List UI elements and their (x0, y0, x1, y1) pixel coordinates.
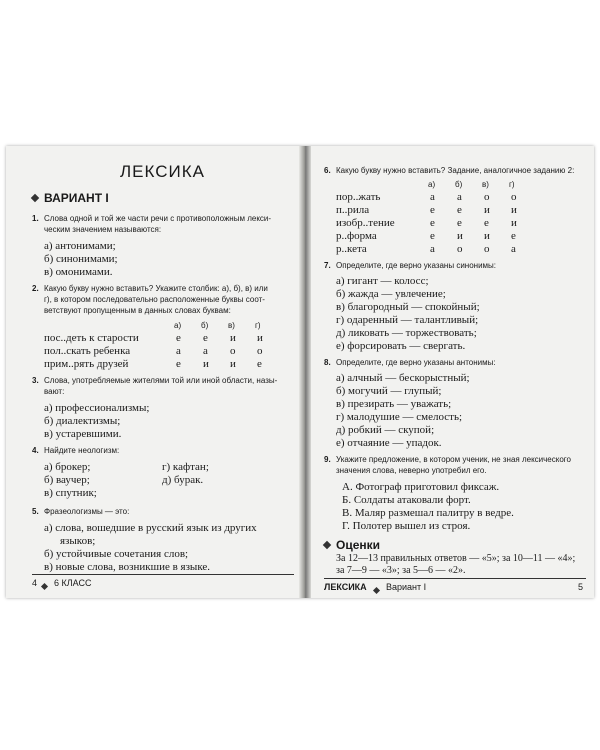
q4-number: 4. (32, 446, 39, 455)
q6-row1-d: о (511, 191, 517, 203)
q6-row4-b: и (457, 230, 463, 242)
diamond-icon (31, 194, 39, 202)
q8-option-d: г) малодушие — смелость; (336, 411, 463, 423)
footer-class: 6 КЛАСС (54, 578, 92, 588)
q4-option-c: в) спутник; (44, 487, 97, 499)
q8-text: Определите, где верно указаны антонимы: (336, 358, 496, 367)
q6-row2-c: и (484, 204, 490, 216)
q4-option-d: г) кафтан; (162, 461, 209, 473)
q8-option-e: д) робкий — скупой; (336, 424, 435, 436)
footer-variant: Вариант I (386, 582, 427, 592)
q6-number: 6. (324, 166, 331, 175)
q6-col-b: б) (455, 180, 463, 189)
q2-row1-word: пос..деть к старости (44, 332, 139, 344)
q6-row1-a: а (430, 191, 435, 203)
q6-row5-word: р..кета (336, 243, 367, 255)
q3-option-c: в) устаревшими. (44, 428, 122, 440)
q6-row3-a: е (430, 217, 435, 229)
q2-row1-d: и (257, 332, 263, 344)
q3-number: 3. (32, 376, 39, 385)
q2-row3-a: е (176, 358, 181, 370)
footer-page-number: 5 (578, 582, 584, 592)
footer-rule (324, 578, 586, 579)
q2-row3-d: е (257, 358, 262, 370)
q1-number: 1. (32, 214, 39, 223)
q6-text: Какую букву нужно вставить? Задание, аналогичное заданию 2: (336, 166, 575, 175)
q6-row5-a: а (430, 243, 435, 255)
q6-row3-word: изобр..тение (336, 217, 395, 229)
q6-row5-d: а (511, 243, 516, 255)
q6-row5-b: о (457, 243, 463, 255)
q2-row3-word: прим..рять друзей (44, 358, 129, 370)
q4-option-a: а) брокер; (44, 461, 91, 473)
q7-option-e: д) ликовать — торжествовать; (336, 327, 477, 339)
q2-row1-c: и (230, 332, 236, 344)
q9-number: 9. (324, 455, 331, 464)
q7-text: Определите, где верно указаны синонимы: (336, 261, 497, 270)
q8-option-b: б) могучий — глупый; (336, 385, 442, 397)
grades-line1: За 12—13 правильных ответов — «5»; за 10—11 — «4»; (336, 553, 576, 564)
diamond-icon (323, 541, 331, 549)
q2-row1-b: е (203, 332, 208, 344)
variant-heading (32, 191, 109, 205)
q5-option-a-cont: языков; (60, 535, 96, 547)
q1-text-line2: ческим значением называются: (44, 225, 162, 234)
q2-row1-a: е (176, 332, 181, 344)
q2-col-c: в) (228, 321, 235, 330)
q9-option-c: В. Маляр размешал палитру в ведре. (342, 507, 514, 519)
q6-row1-b: а (457, 191, 462, 203)
q6-row3-b: е (457, 217, 462, 229)
q6-row3-d: и (511, 217, 517, 229)
q2-text-line2: г), в котором последовательно расположенные буквы соот- (44, 295, 265, 304)
grades-heading-label: Оценки (336, 538, 381, 552)
q9-option-d: Г. Полотер вышел из строя. (342, 520, 471, 532)
q8-number: 8. (324, 358, 331, 367)
q3-text-line1: Слова, употребляемые жителями той или иной области, назы- (44, 376, 278, 385)
q1-option-a: а) антонимами; (44, 240, 116, 252)
q2-col-d: г) (255, 321, 261, 330)
footer-rule (32, 574, 294, 575)
q2-row2-word: пол..скать ребенка (44, 345, 131, 357)
footer-section: ЛЕКСИКА (324, 582, 367, 592)
q2-row3-b: и (203, 358, 209, 370)
q6-col-a: а) (428, 180, 436, 189)
q5-option-c: в) новые слова, возникшие в языке. (44, 561, 211, 573)
q9-text-line2: значения слова, неверно употребил его. (336, 466, 487, 475)
q4-text: Найдите неологизм: (44, 446, 120, 455)
q6-row2-b: е (457, 204, 462, 216)
q6-row4-word: р..форма (336, 230, 377, 242)
q4-option-e: д) бурак. (162, 474, 204, 486)
q6-row2-d: и (511, 204, 517, 216)
q9-text-line1: Укажите предложение, в котором ученик, не зная лексического (336, 455, 571, 464)
q2-row2-d: о (257, 345, 263, 357)
variant-label: ВАРИАНТ I (44, 191, 109, 205)
q2-row2-a: а (176, 345, 181, 357)
q6-row4-d: е (511, 230, 516, 242)
q6-col-c: в) (482, 180, 489, 189)
q5-number: 5. (32, 507, 39, 516)
q2-col-a: а) (174, 321, 182, 330)
q2-row2-b: а (203, 345, 208, 357)
q1-option-b: б) синонимами; (44, 253, 118, 265)
q4-option-b: б) ваучер; (44, 474, 90, 486)
q6-row1-c: о (484, 191, 490, 203)
q8-option-f: е) отчаяние — упадок. (336, 437, 442, 449)
grades-line2: за 7—9 — «3»; за 5—6 — «2». (336, 565, 466, 576)
q1-text-line1: Слова одной и той же части речи с противоположным лекси- (44, 214, 272, 223)
grades-heading (324, 538, 380, 552)
q9-option-a: А. Фотограф приготовил фиксаж. (342, 481, 500, 493)
q6-row1-word: пор..жать (336, 191, 381, 203)
footer-page-number: 4 (32, 578, 38, 588)
q3-option-b: б) диалектизмы; (44, 415, 121, 427)
q7-option-b: б) жажда — увлечение; (336, 288, 446, 300)
page-title: ЛЕКСИКА (120, 162, 205, 181)
q6-col-d: г) (509, 180, 515, 189)
q7-option-a: а) гигант — колосс; (336, 275, 429, 287)
q9-option-b: Б. Солдаты атаковали форт. (342, 494, 471, 506)
q2-row3-c: и (230, 358, 236, 370)
q3-option-a: а) профессионализмы; (44, 402, 150, 414)
right-page (314, 146, 592, 598)
q2-number: 2. (32, 284, 39, 293)
q7-number: 7. (324, 261, 331, 270)
q3-text-line2: вают: (44, 387, 65, 396)
q2-text-line1: Какую букву нужно вставить? Укажите столбик: а), б), в) или (44, 284, 268, 293)
q6-row3-c: е (484, 217, 489, 229)
q5-option-a: а) слова, вошедшие в русский язык из других (44, 522, 257, 534)
footer-diamond-icon (38, 578, 51, 596)
q2-row2-c: о (230, 345, 236, 357)
q8-option-c: в) презирать — уважать; (336, 398, 452, 410)
q6-row4-a: е (430, 230, 435, 242)
q2-col-b: б) (201, 321, 209, 330)
q7-option-d: г) одаренный — талантливый; (336, 314, 479, 326)
book-gutter (299, 146, 311, 598)
q7-option-f: е) форсировать — свергать. (336, 340, 466, 352)
q6-row5-c: о (484, 243, 490, 255)
q8-option-a: а) алчный — бескорыстный; (336, 372, 470, 384)
footer-diamond-icon (370, 582, 383, 600)
q6-row2-a: е (430, 204, 435, 216)
left-page (10, 146, 298, 598)
q5-text: Фразеологизмы — это: (44, 507, 130, 516)
q1-option-c: в) омонимами. (44, 266, 113, 278)
q5-option-b: б) устойчивые сочетания слов; (44, 548, 189, 560)
q6-row2-word: п..рила (336, 204, 370, 216)
q7-option-c: в) благородный — спокойный; (336, 301, 480, 313)
q2-text-line3: ветствуют пропущенным в данных словах буквам: (44, 306, 231, 315)
q6-row4-c: и (484, 230, 490, 242)
